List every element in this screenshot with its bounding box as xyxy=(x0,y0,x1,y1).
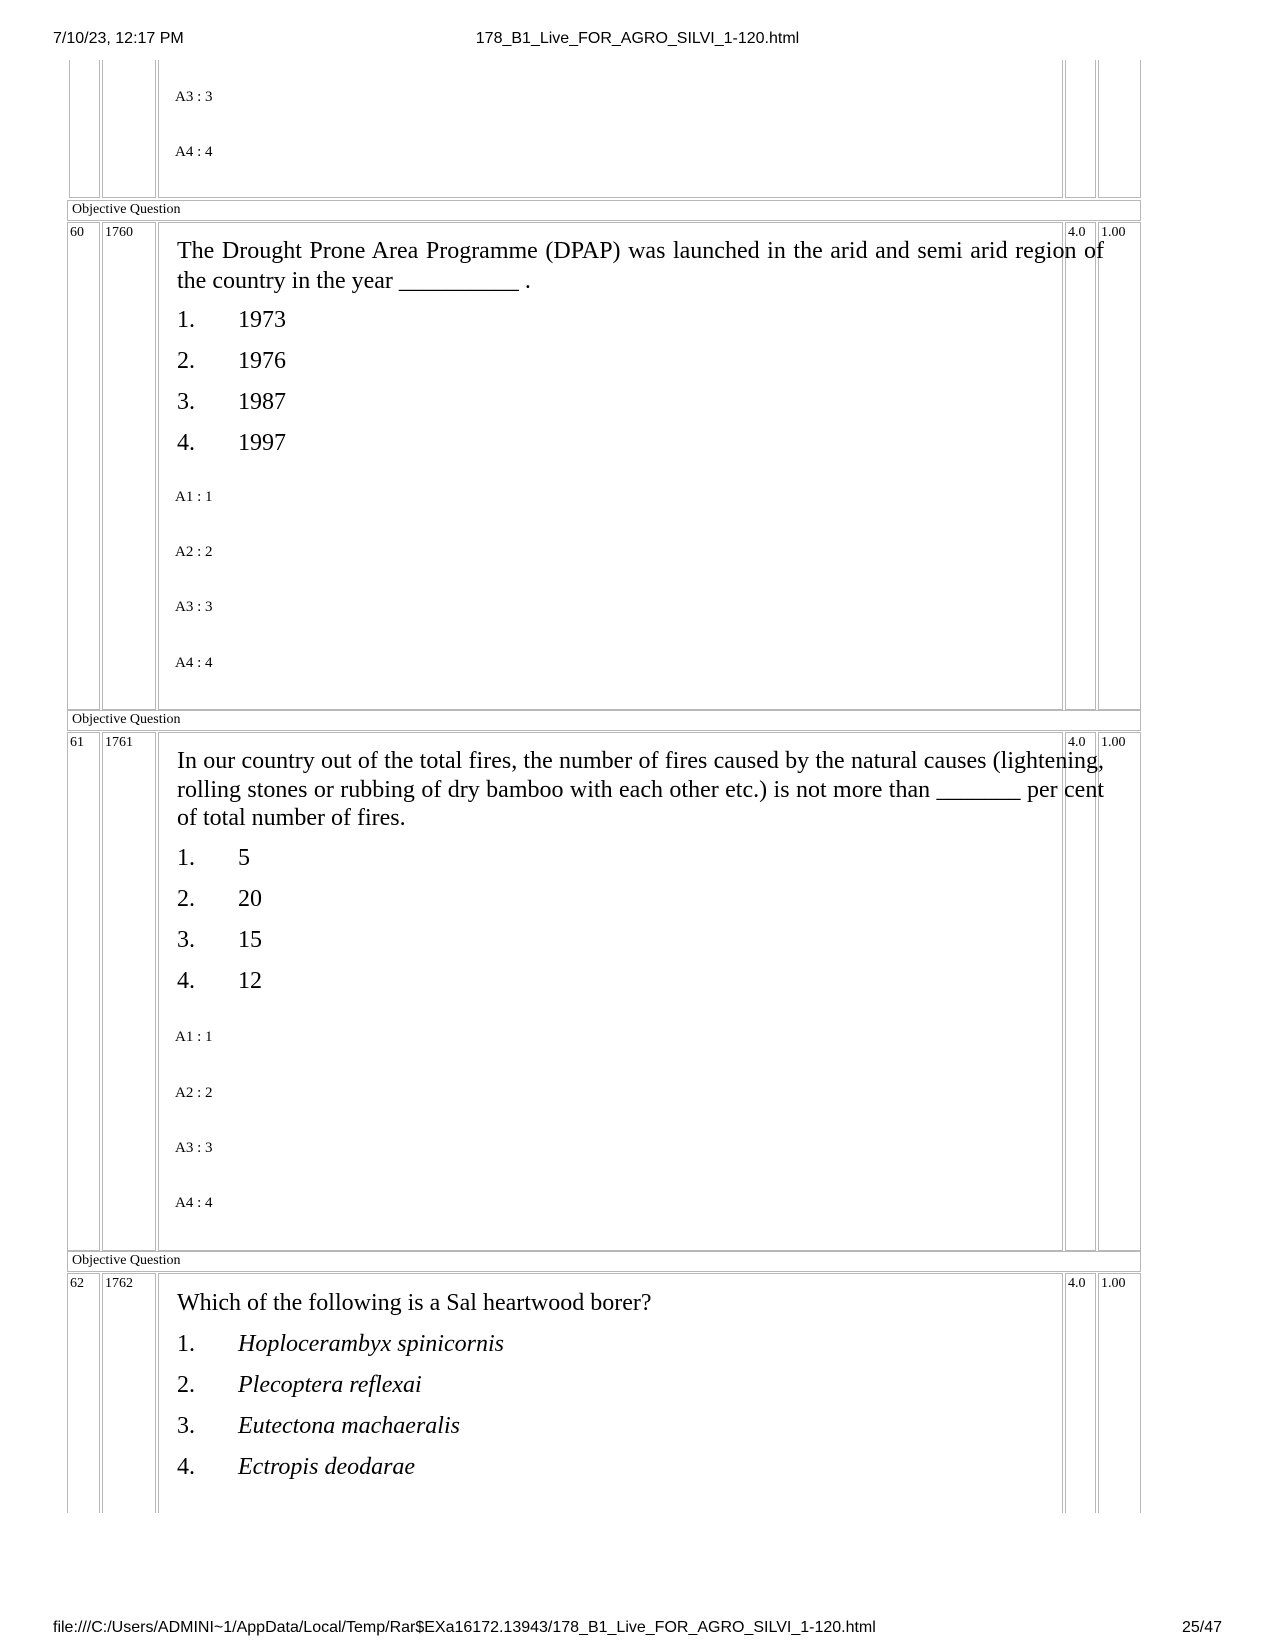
option-text: Hoplocerambyx spinicornis xyxy=(238,1331,504,1357)
prev-sno-cell xyxy=(69,60,100,198)
sno-cell xyxy=(67,1273,100,1513)
prev-qid-cell xyxy=(102,60,156,198)
option-text: 12 xyxy=(238,968,262,994)
question-serial-number: 60 xyxy=(70,225,84,240)
prev-marks-cell xyxy=(1065,60,1096,198)
question-serial-number: 61 xyxy=(70,735,84,750)
print-file-path: file:///C:/Users/ADMINI~1/AppData/Local/Temp/Rar$EXa16172.13943/178_B1_Live_FOR_AGRO_SILVI_1-120.html xyxy=(53,1619,876,1636)
question-type-label: Objective Question xyxy=(72,712,181,727)
option-4 xyxy=(177,1452,415,1482)
option-number: 2. xyxy=(177,348,195,374)
option-number: 1. xyxy=(177,1331,195,1357)
question-text: Which of the following is a Sal heartwood borer? xyxy=(177,1290,652,1316)
option-text: 1973 xyxy=(238,307,286,333)
option-3 xyxy=(177,387,286,417)
prev-question-cell xyxy=(158,60,1063,198)
option-4 xyxy=(177,966,262,996)
negative-marks-cell xyxy=(1098,222,1141,710)
question-id: 1760 xyxy=(105,225,133,240)
answer-key-1: A1 : 1 xyxy=(175,1029,213,1045)
option-1 xyxy=(177,843,250,873)
option-number: 1. xyxy=(177,845,195,871)
qid-cell xyxy=(102,1273,156,1513)
page-number: 25/47 xyxy=(1181,1619,1222,1636)
question-type-row xyxy=(67,1251,1141,1272)
prev-answer-4: A4 : 4 xyxy=(175,144,213,160)
option-number: 3. xyxy=(177,389,195,415)
question-id: 1761 xyxy=(105,735,133,750)
option-number: 1. xyxy=(177,307,195,333)
option-text: Eutectona machaeralis xyxy=(238,1413,460,1439)
question-serial-number: 62 xyxy=(70,1276,84,1291)
question-negative-marks: 1.00 xyxy=(1101,735,1126,750)
option-2 xyxy=(177,346,286,376)
answer-key-3: A3 : 3 xyxy=(175,599,213,615)
print-datetime: 7/10/23, 12:17 PM xyxy=(53,30,184,47)
option-text: Ectropis deodarae xyxy=(238,1454,416,1480)
negative-marks-cell xyxy=(1098,1273,1141,1513)
negative-marks-cell xyxy=(1098,732,1141,1251)
question-marks: 4.0 xyxy=(1068,225,1086,240)
question-type-label: Objective Question xyxy=(72,202,181,217)
question-text: In our country out of the total fires, the number of fires caused by the natural causes (lightening, rolling stones or rubbing of dry bamboo with each other etc.) is not more than _______ per cent of total number of fires. xyxy=(177,748,1104,831)
question-id: 1762 xyxy=(105,1276,133,1291)
prev-answer-3: A3 : 3 xyxy=(175,89,213,105)
question-negative-marks: 1.00 xyxy=(1101,1276,1126,1291)
option-3 xyxy=(177,1411,460,1441)
option-number: 4. xyxy=(177,430,195,456)
answer-key-4: A4 : 4 xyxy=(175,1195,213,1211)
qid-cell xyxy=(102,222,156,710)
option-text: 1976 xyxy=(238,348,286,374)
option-number: 2. xyxy=(177,1372,195,1398)
question-text: The Drought Prone Area Programme (DPAP) was launched in the arid and semi arid region of the country in the year __________ . xyxy=(177,238,1104,294)
option-text: 20 xyxy=(238,886,262,912)
answer-key-4: A4 : 4 xyxy=(175,655,213,671)
option-number: 3. xyxy=(177,927,195,953)
question-marks: 4.0 xyxy=(1068,735,1086,750)
option-1 xyxy=(177,1329,504,1359)
option-number: 4. xyxy=(177,968,195,994)
option-3 xyxy=(177,925,262,955)
option-1 xyxy=(177,305,286,335)
option-2 xyxy=(177,884,262,914)
option-number: 3. xyxy=(177,1413,195,1439)
option-text: 1987 xyxy=(238,389,286,415)
option-2 xyxy=(177,1370,422,1400)
option-text: 1997 xyxy=(238,430,286,456)
sno-cell xyxy=(67,732,100,1251)
option-number: 2. xyxy=(177,886,195,912)
answer-key-2: A2 : 2 xyxy=(175,1085,213,1101)
option-text: 15 xyxy=(238,927,262,953)
option-number: 4. xyxy=(177,1454,195,1480)
question-type-row xyxy=(67,200,1141,221)
prev-neg-cell xyxy=(1098,60,1141,198)
option-4 xyxy=(177,428,286,458)
question-type-label: Objective Question xyxy=(72,1253,181,1268)
print-title: 178_B1_Live_FOR_AGRO_SILVI_1-120.html xyxy=(475,30,800,47)
question-negative-marks: 1.00 xyxy=(1101,225,1126,240)
sno-cell xyxy=(67,222,100,710)
option-text: 5 xyxy=(238,845,250,871)
question-type-row xyxy=(67,710,1141,731)
qid-cell xyxy=(102,732,156,1251)
answer-key-2: A2 : 2 xyxy=(175,544,213,560)
option-text: Plecoptera reflexai xyxy=(238,1372,422,1398)
question-marks: 4.0 xyxy=(1068,1276,1086,1291)
answer-key-1: A1 : 1 xyxy=(175,489,213,505)
answer-key-3: A3 : 3 xyxy=(175,1140,213,1156)
